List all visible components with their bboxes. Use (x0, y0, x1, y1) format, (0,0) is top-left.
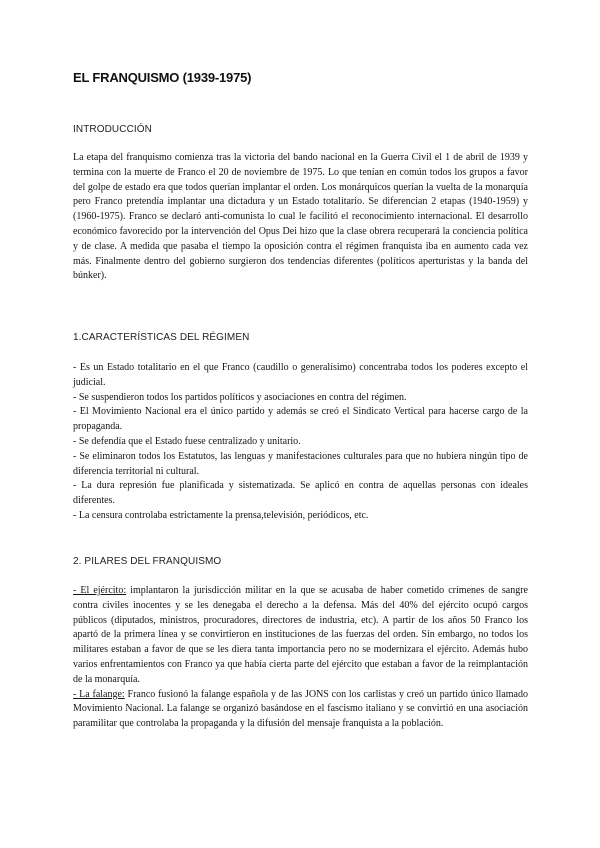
list-item: - La censura controlaba estrictamente la prensa,televisión, periódicos, etc. (73, 509, 369, 521)
section2-heading: 2. PILARES DEL FRANQUISMO (73, 556, 222, 567)
list-item: - Se suspendieron todos los partidos políticos y asociaciones en contra del régimen. (73, 391, 407, 403)
pillar-army (73, 584, 528, 688)
pillar-label: - El ejército: (73, 585, 127, 596)
pillar-text: implantaron la jurisdicción militar en la que se acusaba de haber cometido crímenes de sangre contra civiles inocentes y se les denegaba el derecho a la defensa. Más del 40% del ejército ocupó cargos públicos (diputados, ministros, procuradores, directores de industria, etc). A partir de los años 50 Franco los apartó de la primera línea y se convirtieron en instituciones de las fuerzas del orden. Sin embargo, no todos los militares estaban a favor de que se les diera tanta importancia pero no se modernizara el ejército. Además hubo varios enfrentamientos con Franco ya que había cierta parte del ejército que estaban a favor de la reimplantación de la monarquía. (73, 585, 528, 685)
section1-heading: 1.CARACTERÍSTICAS DEL RÉGIMEN (73, 332, 250, 343)
pillar-label: - La falange: (73, 688, 125, 700)
list-item: - Es un Estado totalitario en el que Franco (caudillo o generalísimo) concentraba todos los poderes excepto el judicial. (73, 362, 528, 388)
intro-heading: INTRODUCCIÓN (73, 124, 152, 135)
characteristics-list (73, 361, 528, 524)
document-title: EL FRANQUISMO (1939-1975) (73, 70, 252, 85)
list-item: - La dura represión fue planificada y sistematizada. Se aplicó en contra de aquellas personas con ideales diferentes. (73, 480, 528, 507)
pillar-text: Franco fusionó la falange española y de las JONS con los carlistas y creó un partido único llamado Movimiento Nacional. La falange se organizó basándose en el fascismo italiano y se convirtió en una asociación paramilitar que controlaba la propaganda y la difusión del mensaje franquista a la población. (73, 688, 528, 730)
intro-paragraph: La etapa del franquismo comienza tras la victoria del bando nacional en la Guerra Civil el 1 de abril de 1939 y termina con la muerte de Franco el 20 de noviembre de 1975. Lo que tenían en común todos los grupos a favor del golpe de estado era que todos querían implantar el orden. Los monárquicos querían la vuelta de la monarquía pero Franco pretendía implantar una dictadura y un Estado totalitario. Se diferencian 2 etapas (1940-1959) y (1960-1975). Franco se declaró anti-comunista lo cual le facilitó el reconocimiento internacional. El desarrollo económico favorecido por la intervención del Opus Dei hizo que la clase obrera recuperará la conciencia política y de clase. A medida que pasaba el tiempo la oposición contra el régimen franquista iba en aumento cada vez más. Finalmente dentro del gobierno surgieron dos tendencias diferentes (políticos aperturistas y la banda del búnker). (73, 152, 528, 282)
list-item: - Se eliminaron todos los Estatutos, las lenguas y manifestaciones culturales para que no hubiera ningún tipo de diferencia territorial ni cultural. (73, 450, 528, 477)
list-item: - El Movimiento Nacional era el único partido y además se creó el Sindicato Vertical para hacerse cargo de la propaganda. (73, 406, 528, 433)
pillars-list (73, 584, 528, 732)
pillar-falange (73, 688, 528, 732)
list-item: - Se defendía que el Estado fuese centralizado y unitario. (73, 435, 301, 447)
